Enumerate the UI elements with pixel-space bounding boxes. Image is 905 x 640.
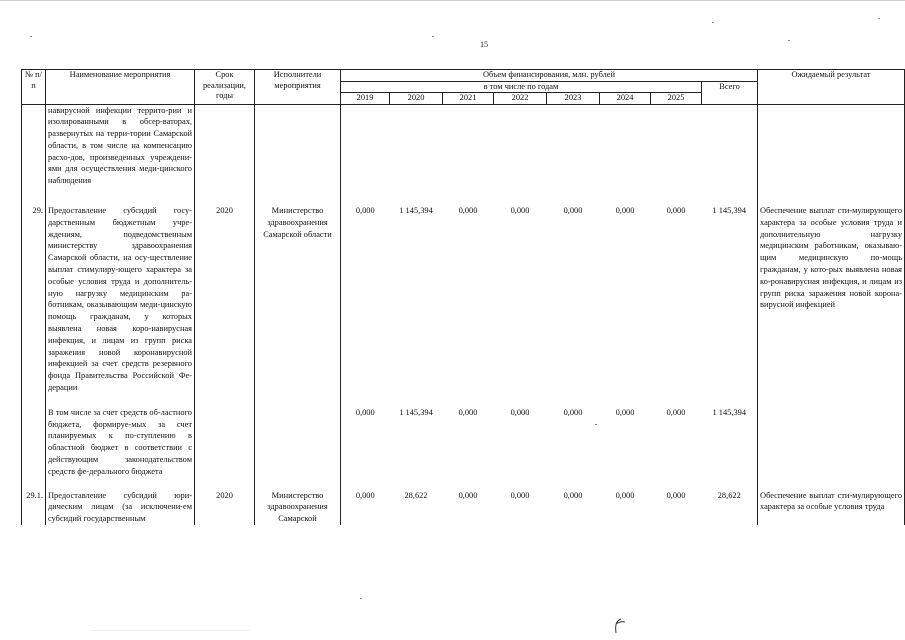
value-2023: 0,000 (563, 407, 583, 417)
value-2022: 0,000 (510, 407, 530, 417)
row-executor: Министерство здравоохранения Самарской (255, 490, 341, 525)
value-2021: 0,000 (458, 407, 478, 417)
scan-line (90, 630, 250, 631)
header-executors: Исполнители мероприятия (255, 70, 341, 105)
header-year: 2025 (651, 93, 702, 105)
value-2022: 0,000 (510, 490, 530, 500)
header-year: 2022 (494, 93, 547, 105)
value-2019: 0,000 (341, 205, 390, 407)
row-number (22, 407, 46, 490)
value-2024: 0,000 (615, 206, 635, 216)
page-number: 15 (480, 40, 488, 49)
scan-speck (712, 22, 714, 23)
value-2020: 1 145,394 (399, 407, 433, 417)
value-2019: 0,000 (341, 490, 390, 525)
value-2020: 1 145,394 (399, 206, 433, 216)
table-row (22, 407, 905, 490)
continuation-text: навирусной инфекции террито-рии и изолированными в обсер-ваторах, развернутых на терри-тории Самарской области, в том числе на компенсацию расхо-дов, произведенных учреждени-ями для осуществления меди-цинского наблюдения (46, 104, 195, 205)
table-row (22, 490, 905, 525)
table-row (22, 205, 905, 407)
row-result: Обеспечение выплат сти-мулирующего характера за особые условия труда и дополнительную нагрузку медицинским работникам, оказываю-щим медицинскую по-мощь гражданам, у кото-рых выявлена новая ко-ронавирусная инфекция, и лицам из групп риска заражения новой корона-вирусной инфекцией (758, 205, 905, 407)
scan-speck (30, 36, 32, 37)
value-total: 28,622 (717, 490, 741, 500)
header-year: 2020 (390, 93, 443, 105)
value-total: 1 145,394 (712, 206, 746, 216)
value-2021: 0,000 (458, 206, 478, 216)
row-number: 29. (22, 205, 46, 407)
scan-speck (432, 36, 434, 37)
scan-speck (788, 40, 790, 41)
scan-speck (360, 598, 362, 599)
header-name: Наименование мероприятия (46, 70, 195, 105)
header-incl-years: в том числе по годам (341, 81, 702, 93)
row-name: Предоставление субсидий госу-дарственным бюджетным учре-ждениям, подведомственным министерству здравоохранения Самарской области, на осу-ществление выплат стимулиру-ющего характера за особые условия труда и дополнитель-ную нагрузку медицинским ра-ботникам, оказывающим меди-цинскую помощь гражданам, у которых выявлена новая коро-навирусная инфекция, и лицам из групп риска заражения новой коронавирусной инфекцией за счет средств резервного фонда Правительства Российской Фе-дерации (46, 205, 195, 407)
top-edge-line (0, 0, 905, 1)
value-2019: 0,000 (341, 407, 390, 490)
value-2023: 0,000 (563, 206, 583, 216)
value-2022: 0,000 (510, 206, 530, 216)
scan-speck (595, 424, 597, 425)
row-term: 2020 (195, 490, 255, 525)
row-executor (255, 407, 341, 490)
row-executor: Министерство здравоохранения Самарской области (255, 205, 341, 407)
row-name: Предоставление субсидий юри-дическим лицам (за исключени-ем субсидий государственным (46, 490, 195, 525)
header-year: 2023 (547, 93, 600, 105)
value-2024: 0,000 (615, 407, 635, 417)
handwritten-mark (612, 618, 626, 634)
table-header (22, 70, 905, 105)
row-result (758, 407, 905, 490)
header-year: 2021 (443, 93, 494, 105)
value-2021: 0,000 (458, 490, 478, 500)
header-term: Срок реализации, годы (195, 70, 255, 105)
header-year: 2019 (341, 93, 390, 105)
header-result: Ожидаемый результат (758, 70, 905, 105)
value-2025: 0,000 (666, 206, 686, 216)
row-term (195, 407, 255, 490)
row-result: Обеспечение выплат сти-мулирующего характера за особые условия труда (758, 490, 905, 525)
row-number: 29.1. (22, 490, 46, 525)
value-total: 1 145,394 (712, 407, 746, 417)
financing-table (21, 69, 905, 525)
value-2023: 0,000 (563, 490, 583, 500)
header-volume: Объем финансирования, млн. рублей (341, 70, 758, 82)
header-num: № п/п (22, 70, 46, 105)
row-term: 2020 (195, 205, 255, 407)
value-2025: 0,000 (666, 407, 686, 417)
value-2024: 0,000 (615, 490, 635, 500)
table-row-continuation (22, 104, 905, 205)
header-total: Всего (702, 81, 758, 104)
value-2020: 28,622 (404, 490, 428, 500)
scan-speck (878, 18, 880, 19)
header-year: 2024 (600, 93, 651, 105)
row-name: В том числе за счет средств об-ластного бюджета, формируе-мых за счет планируемых к по-ступлению в областной бюджет в соответствии с действующим законодательством средств фе-дерального бюджета (46, 407, 195, 490)
value-2025: 0,000 (666, 490, 686, 500)
